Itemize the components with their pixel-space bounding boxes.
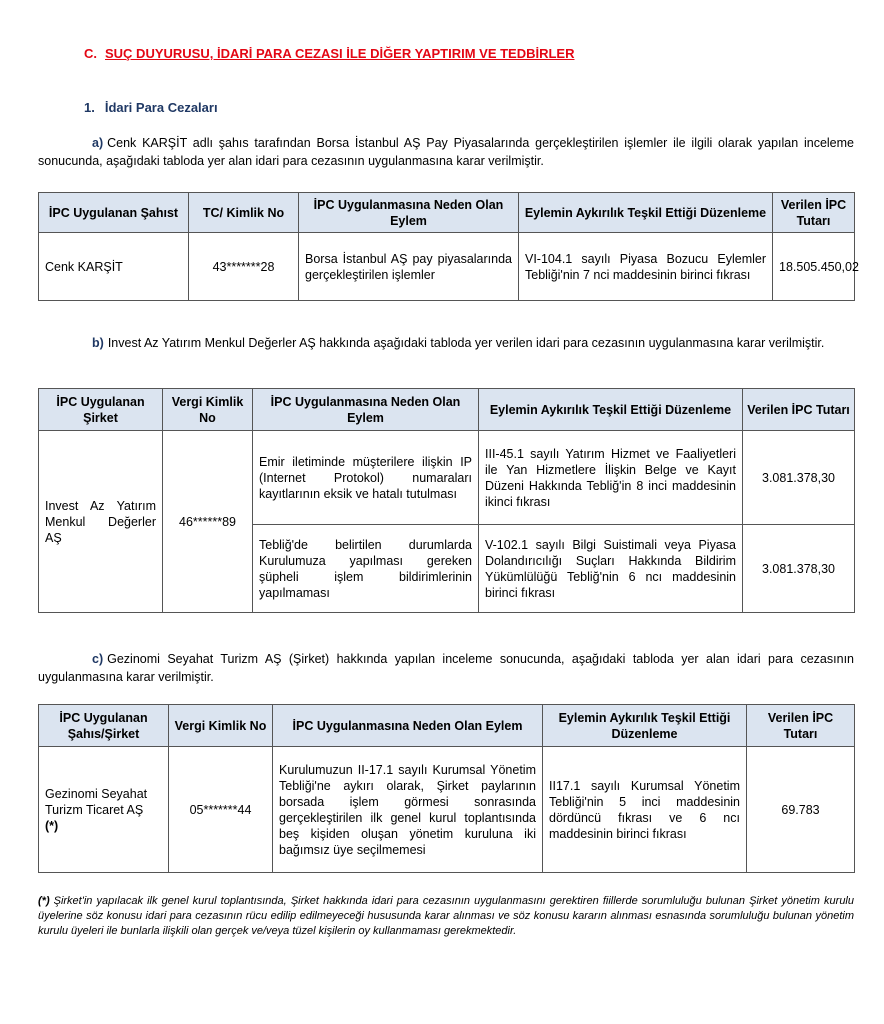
header-id: TC/ Kimlik No [189,193,299,233]
header-id: Vergi Kimlik No [169,705,273,747]
header-party: İPC Uygulanan Şahıst [39,193,189,233]
header-action: İPC Uygulanmasına Neden Olan Eylem [273,705,543,747]
penalty-table-a [38,192,859,301]
header-amount: Verilen İPC Tutarı [747,705,855,747]
header-regulation: Eylemin Aykırılık Teşkil Ettiği Düzenleme [543,705,747,747]
id-cell: 05*******44 [169,747,273,873]
paragraph-c-label: c) [92,652,104,666]
table-row [39,431,855,525]
paragraph-c-text: Gezinomi Seyahat Turizm AŞ (Şirket) hakkında yapılan inceleme sonucunda, aşağıdaki tabloda yer alan idari para cezasının uygulanmasına karar verilmiştir. [38,652,854,684]
action-cell: Emir iletiminde müşterilere ilişkin IP (Internet Protokol) numaraları kayıtlarının eksik ve hatalı tutulması [253,431,479,525]
party-name: Gezinomi Seyahat Turizm Ticaret AŞ [45,786,148,817]
party-cell [39,747,169,873]
regulation-cell: V-102.1 sayılı Bilgi Suistimali veya Piyasa Dolandırıcılığı Suçları Hakkında Bildirim Yükümlülüğü Tebliğ'nin 6 ncı maddesinin birinci fıkrası [479,525,743,613]
paragraph-a-text: Cenk KARŞİT adlı şahıs tarafından Borsa İstanbul AŞ Pay Piyasalarında gerçekleştirilen işlemler ile ilgili olarak yapılan inceleme sonucunda, aşağıdaki tabloda yer alan idari para cezasının uygulanmasına karar verilmiştir. [38,136,854,168]
table-row [39,747,855,873]
subsection-number: 1. [84,100,95,115]
header-amount: Verilen İPC Tutarı [743,389,855,431]
header-action: İPC Uygulanmasına Neden Olan Eylem [253,389,479,431]
subsection-title-text: İdari Para Cezaları [104,100,218,115]
amount-cell: 3.081.378,30 [743,431,855,525]
paragraph-a-label: a) [92,136,104,150]
header-party: İPC Uygulanan Şahıs/Şirket [39,705,169,747]
amount-cell: 69.783 [747,747,855,873]
table-row [39,233,855,301]
paragraph-b [38,334,854,352]
id-cell: 43*******28 [189,233,299,301]
footnote-text: Şirket'in yapılacak ilk genel kurul toplantısında, Şirket hakkında idari para cezasının uygulanmasını gerektiren fiillerde sorumluluğu bulunan Şirket yönetim kurulu üyelerine söz konusu idari para cezasının rücu edilip edilmeyeceği hususunda karar alınması ve söz konusu kararın alınması esnasında sorumluluğu bulunan yönetim kurulu üyeleri ile bunlarla ilişkili olan gerçek ve/veya tüzel kişilerin oy kullanmaması gerekmektedir. [38,895,854,937]
footnote-reference: (*) [45,818,59,833]
section-title-text: SUÇ DUYURUSU, İDARİ PARA CEZASI İLE DİĞER YAPTIRIM VE TEDBİRLER [105,46,575,61]
action-cell: Kurulumuzun II-17.1 sayılı Kurumsal Yönetim Tebliği'ne aykırı olarak, Şirket paylarının borsada işlem görmesi sonrasında gerçekleştirilen ilk genel kurul toplantısında beş kişiden oluşan yönetim kuruluna iki bağımsız üye seçilmemesi [273,747,543,873]
paragraph-a [38,134,854,170]
party-cell: Cenk KARŞİT [39,233,189,301]
amount-cell: 3.081.378,30 [743,525,855,613]
footnote [38,894,854,939]
footnote-mark: (*) [38,895,50,907]
subsection-title [84,100,218,115]
penalty-table-c [38,704,855,873]
header-party: İPC Uygulanan Şirket [39,389,163,431]
amount-cell: 18.505.450,02 [773,233,855,301]
header-regulation: Eylemin Aykırılık Teşkil Ettiği Düzenleme [519,193,773,233]
regulation-cell: VI-104.1 sayılı Piyasa Bozucu Eylemler Tebliği'nin 7 nci maddesinin birinci fıkrası [519,233,773,301]
regulation-cell: II17.1 sayılı Kurumsal Yönetim Tebliği'nin 5 inci maddesinin dördüncü fıkrası ve 6 ncı maddesinin birinci fıkrası [543,747,747,873]
header-action: İPC Uygulanmasına Neden Olan Eylem [299,193,519,233]
header-id: Vergi Kimlik No [163,389,253,431]
action-cell: Borsa İstanbul AŞ pay piyasalarında gerçekleştirilen işlemler [299,233,519,301]
section-title [84,46,575,61]
penalty-table-b [38,388,855,613]
header-regulation: Eylemin Aykırılık Teşkil Ettiği Düzenleme [479,389,743,431]
header-amount: Verilen İPC Tutarı [773,193,855,233]
paragraph-c [38,650,854,686]
party-cell: Invest Az Yatırım Menkul Değerler AŞ [39,431,163,613]
paragraph-b-text: Invest Az Yatırım Menkul Değerler AŞ hakkında aşağıdaki tabloda yer verilen idari para cezasının uygulanmasına karar verilmiştir. [107,336,825,350]
regulation-cell: III-45.1 sayılı Yatırım Hizmet ve Faaliyetleri ile Yan Hizmetlere İlişkin Belge ve Kayıt Düzeni Hakkında Tebliğ'in 8 inci maddesinin ikinci fıkrası [479,431,743,525]
action-cell: Tebliğ'de belirtilen durumlarda Kurulumuza yapılması gereken şüpheli işlem bildirimlerinin yapılmaması [253,525,479,613]
paragraph-b-label: b) [92,336,104,350]
id-cell: 46******89 [163,431,253,613]
section-label: C. [84,46,97,61]
